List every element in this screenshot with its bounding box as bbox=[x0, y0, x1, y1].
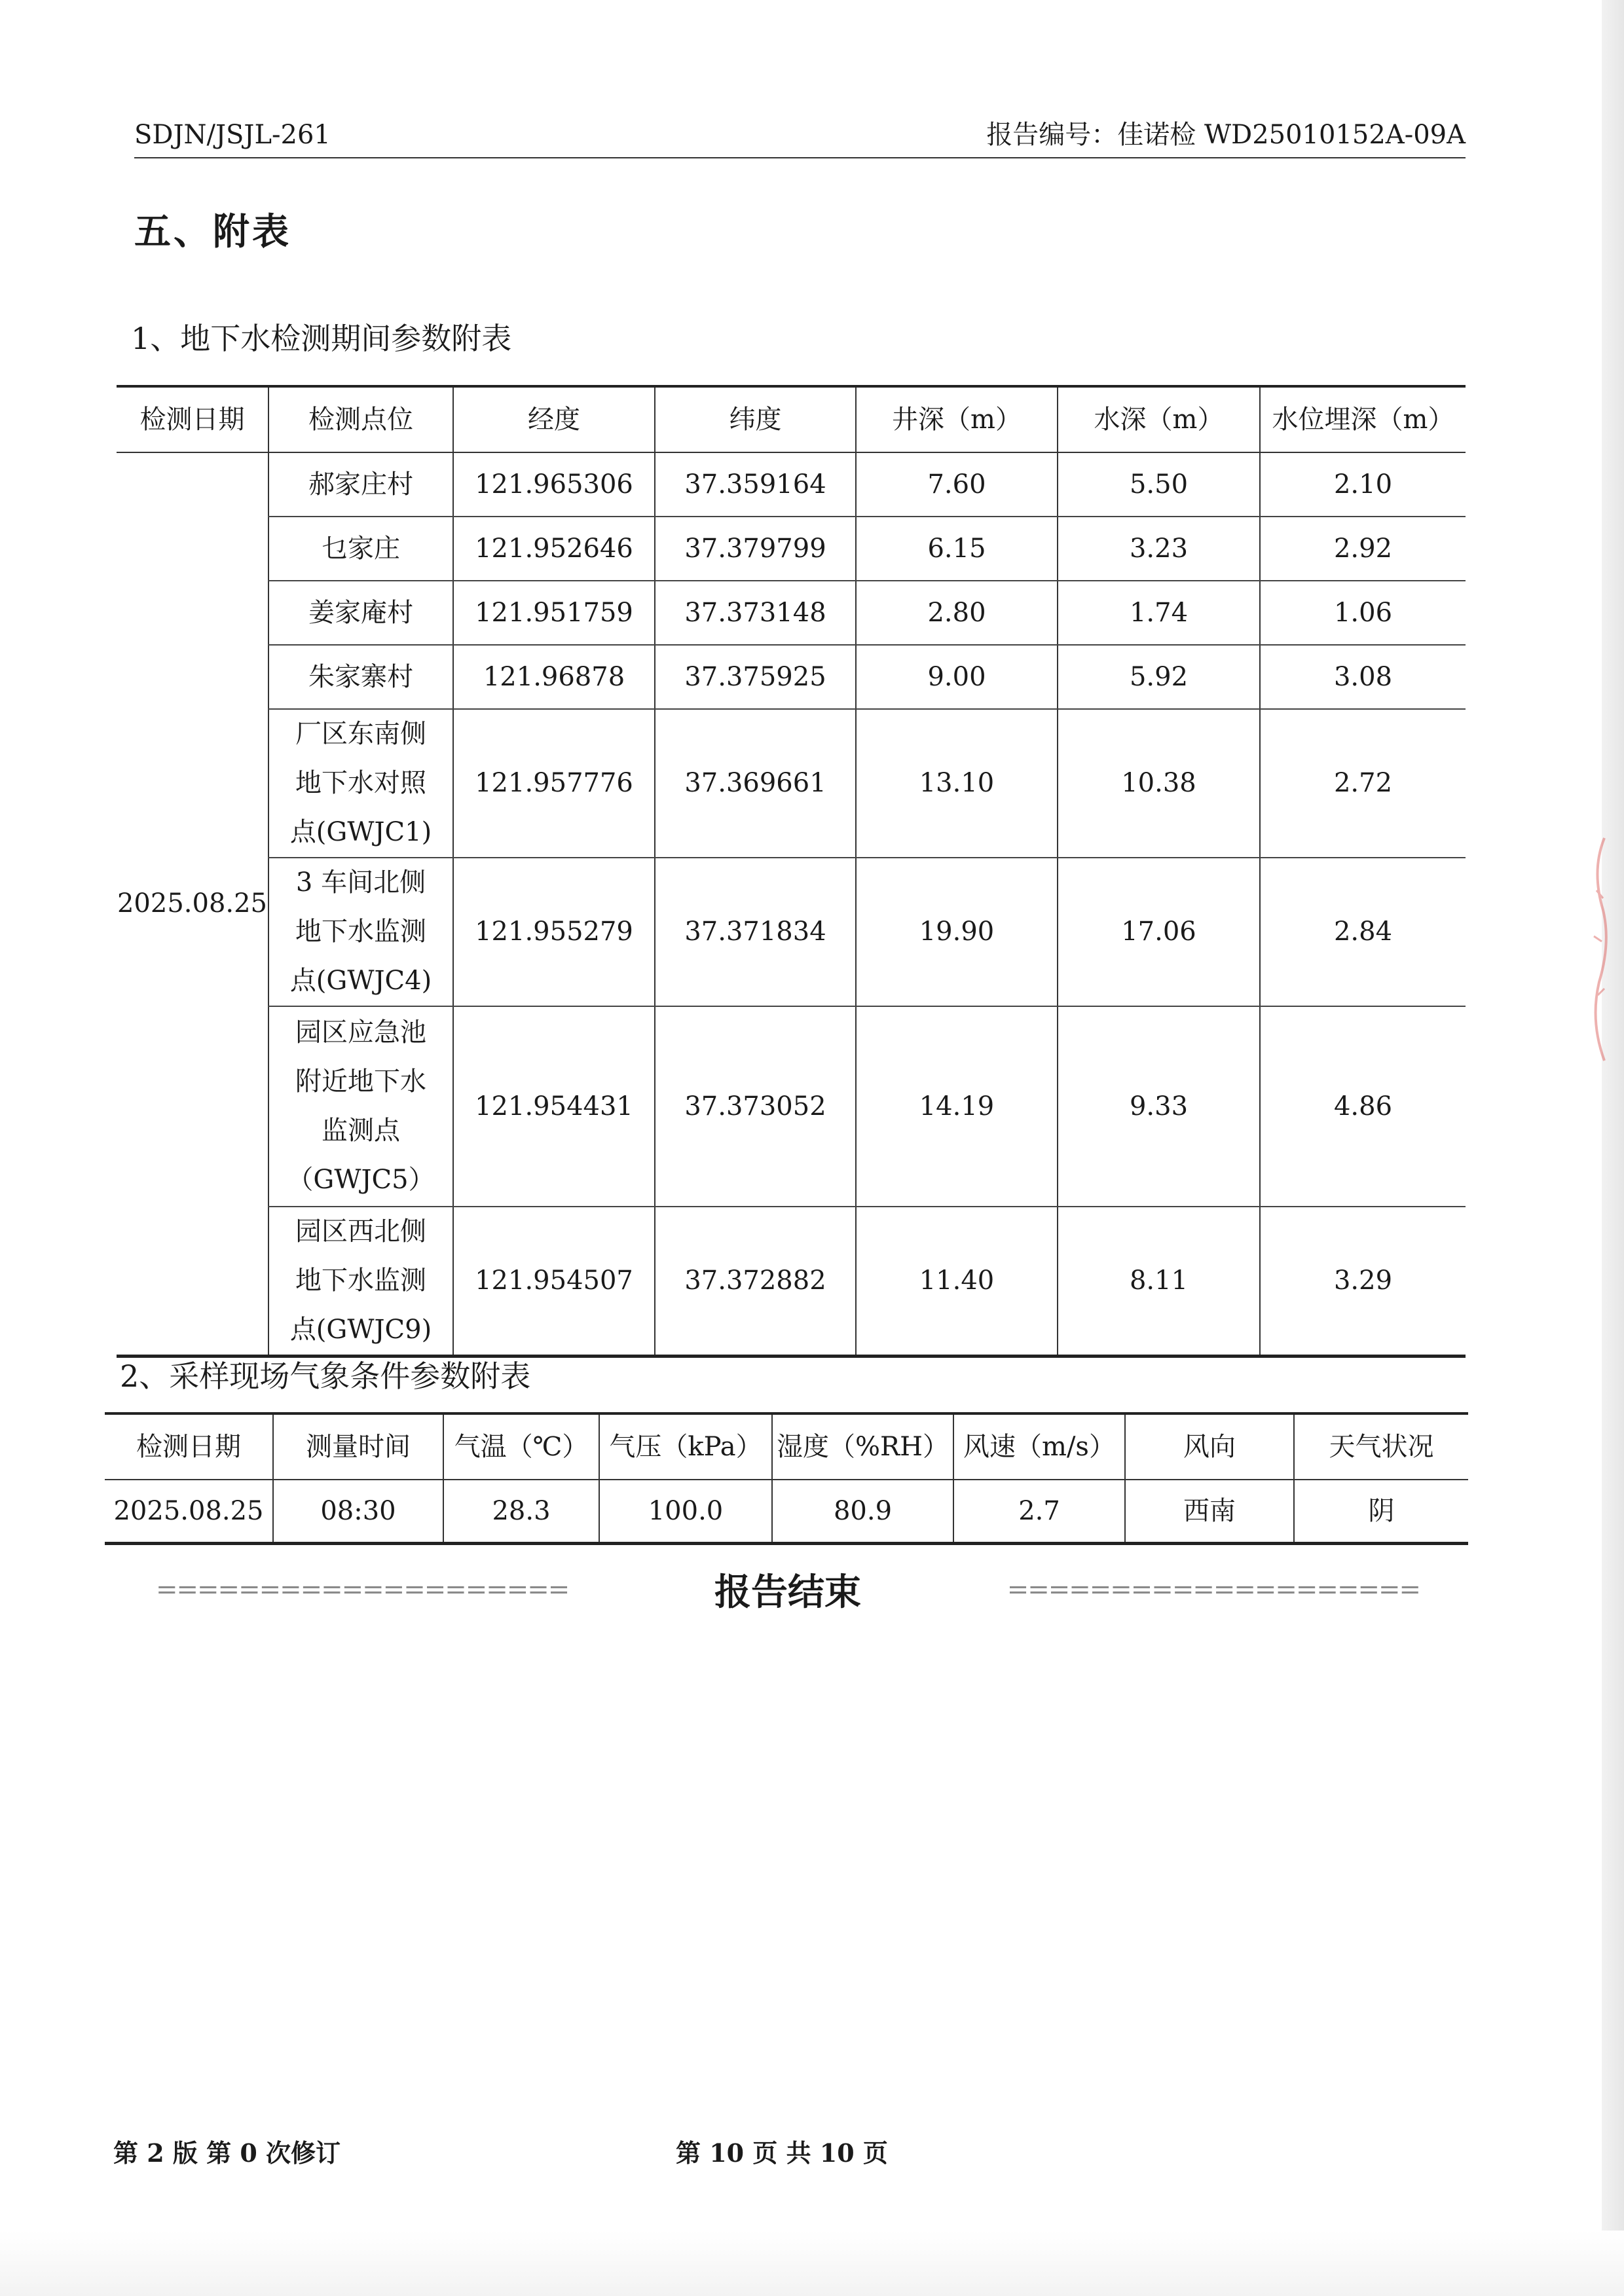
seal-stamp-edge bbox=[1585, 831, 1611, 1067]
column-header: 检测日期 bbox=[117, 386, 268, 452]
table-row bbox=[105, 1480, 1468, 1544]
water-level-depth: 2.84 bbox=[1260, 858, 1466, 1006]
latitude: 37.379799 bbox=[655, 517, 856, 581]
water-level-depth: 2.72 bbox=[1260, 709, 1466, 858]
table-row bbox=[117, 1006, 1466, 1207]
report-number: 报告编号：佳诺检 WD25010152A-09A bbox=[986, 120, 1466, 150]
well-depth: 19.90 bbox=[856, 858, 1058, 1006]
longitude: 121.965306 bbox=[453, 452, 655, 517]
water-depth: 1.74 bbox=[1058, 581, 1260, 645]
doc-code: SDJN/JSJL-261 bbox=[134, 120, 331, 150]
well-depth: 11.40 bbox=[856, 1207, 1058, 1357]
water-level-depth: 2.10 bbox=[1260, 452, 1466, 517]
site-name-line: 地下水监测 bbox=[295, 917, 426, 947]
site-name bbox=[268, 1006, 453, 1207]
detection-date: 2025.08.25 bbox=[113, 1495, 264, 1526]
table-row bbox=[117, 858, 1466, 1006]
site-name bbox=[268, 858, 453, 1006]
column-header: 气温（℃） bbox=[443, 1413, 599, 1480]
site-name-line: 地下水对照 bbox=[295, 768, 426, 798]
longitude: 121.952646 bbox=[453, 517, 655, 581]
humidity: 80.9 bbox=[772, 1480, 953, 1544]
longitude: 121.951759 bbox=[453, 581, 655, 645]
site-name: 朱家寨村 bbox=[268, 645, 453, 709]
site-name-line: （GWJC5） bbox=[287, 1165, 435, 1195]
water-level-depth: 3.29 bbox=[1260, 1207, 1466, 1357]
water-level-depth: 1.06 bbox=[1260, 581, 1466, 645]
water-level-depth: 3.08 bbox=[1260, 645, 1466, 709]
latitude: 37.373148 bbox=[655, 581, 856, 645]
end-right-rule: ==================== bbox=[1006, 1575, 1420, 1605]
well-depth: 6.15 bbox=[856, 517, 1058, 581]
well-depth: 7.60 bbox=[856, 452, 1058, 517]
column-header: 经度 bbox=[453, 386, 655, 452]
site-name-line: 厂区东南侧 bbox=[295, 719, 426, 749]
latitude: 37.359164 bbox=[655, 452, 856, 517]
table-row bbox=[117, 517, 1466, 581]
page-bottom-shadow bbox=[0, 2231, 1624, 2296]
site-name-line: 园区西北侧 bbox=[295, 1216, 426, 1247]
end-left-rule: ==================== bbox=[156, 1575, 569, 1605]
column-header: 井深（m） bbox=[856, 386, 1058, 452]
column-header: 风速（m/s） bbox=[953, 1413, 1125, 1480]
longitude: 121.96878 bbox=[453, 645, 655, 709]
temperature: 28.3 bbox=[443, 1480, 599, 1544]
latitude: 37.369661 bbox=[655, 709, 856, 858]
site-name-line: 园区应急池 bbox=[295, 1017, 426, 1048]
report-end-text: 报告结束 bbox=[714, 1571, 861, 1614]
column-header: 水位埋深（m） bbox=[1260, 386, 1466, 452]
header-rule bbox=[134, 157, 1466, 158]
table-row bbox=[117, 581, 1466, 645]
version-info: 第 2 版 第 0 次修订 bbox=[113, 2138, 341, 2168]
well-depth: 9.00 bbox=[856, 645, 1058, 709]
wind-direction: 西南 bbox=[1125, 1480, 1294, 1544]
table-row bbox=[117, 645, 1466, 709]
site-name: 姜家庵村 bbox=[268, 581, 453, 645]
water-depth: 10.38 bbox=[1058, 709, 1260, 858]
site-name-line: 点(GWJC1) bbox=[289, 817, 432, 847]
latitude: 37.373052 bbox=[655, 1006, 856, 1207]
table-row bbox=[117, 452, 1466, 517]
water-depth: 8.11 bbox=[1058, 1207, 1260, 1357]
site-name bbox=[268, 1207, 453, 1357]
pressure: 100.0 bbox=[599, 1480, 772, 1544]
site-name-line: 附近地下水 bbox=[295, 1066, 426, 1097]
column-header: 水深（m） bbox=[1058, 386, 1260, 452]
page-number: 第 10 页 共 10 页 bbox=[676, 2138, 888, 2168]
water-depth: 9.33 bbox=[1058, 1006, 1260, 1207]
site-name-line: 监测点 bbox=[322, 1116, 400, 1146]
site-name: 乜家庄 bbox=[268, 517, 453, 581]
latitude: 37.372882 bbox=[655, 1207, 856, 1357]
table-row bbox=[117, 1207, 1466, 1357]
water-depth: 5.50 bbox=[1058, 452, 1260, 517]
water-depth: 5.92 bbox=[1058, 645, 1260, 709]
water-level-depth: 2.92 bbox=[1260, 517, 1466, 581]
well-depth: 14.19 bbox=[856, 1006, 1058, 1207]
measure-time: 08:30 bbox=[273, 1480, 443, 1544]
site-name bbox=[268, 709, 453, 858]
column-header: 测量时间 bbox=[273, 1413, 443, 1480]
column-header: 风向 bbox=[1125, 1413, 1294, 1480]
site-name: 郝家庄村 bbox=[268, 452, 453, 517]
column-header: 天气状况 bbox=[1294, 1413, 1468, 1480]
site-name-line: 点(GWJC4) bbox=[289, 966, 432, 996]
column-header: 纬度 bbox=[655, 386, 856, 452]
site-name-line: 点(GWJC9) bbox=[289, 1315, 432, 1345]
column-header: 检测点位 bbox=[268, 386, 453, 452]
water-depth: 17.06 bbox=[1058, 858, 1260, 1006]
groundwater-table bbox=[117, 385, 1466, 1358]
water-level-depth: 4.86 bbox=[1260, 1006, 1466, 1207]
latitude: 37.371834 bbox=[655, 858, 856, 1006]
longitude: 121.957776 bbox=[453, 709, 655, 858]
longitude: 121.954507 bbox=[453, 1207, 655, 1357]
well-depth: 2.80 bbox=[856, 581, 1058, 645]
section-title: 五、附表 bbox=[134, 210, 291, 253]
site-name-line: 地下水监测 bbox=[295, 1266, 426, 1296]
column-header: 气压（kPa） bbox=[599, 1413, 772, 1480]
table-row bbox=[117, 709, 1466, 858]
detection-date: 2025.08.25 bbox=[117, 452, 268, 1357]
table-header-row bbox=[105, 1413, 1468, 1480]
table-header-row bbox=[117, 386, 1466, 452]
water-depth: 3.23 bbox=[1058, 517, 1260, 581]
column-header: 检测日期 bbox=[105, 1413, 273, 1480]
latitude: 37.375925 bbox=[655, 645, 856, 709]
weather-table bbox=[105, 1412, 1468, 1545]
groundwater-table-title: 1、地下水检测期间参数附表 bbox=[131, 321, 512, 356]
weather-condition: 阴 bbox=[1294, 1480, 1468, 1544]
weather-table-title: 2、采样现场气象条件参数附表 bbox=[120, 1358, 531, 1394]
site-name-line: 3 车间北侧 bbox=[295, 867, 426, 898]
page-edge-shadow bbox=[1602, 0, 1624, 2296]
longitude: 121.954431 bbox=[453, 1006, 655, 1207]
well-depth: 13.10 bbox=[856, 709, 1058, 858]
wind-speed: 2.7 bbox=[953, 1480, 1125, 1544]
report-end-marker bbox=[156, 1563, 1420, 1616]
column-header: 湿度（%RH） bbox=[772, 1413, 953, 1480]
longitude: 121.955279 bbox=[453, 858, 655, 1006]
